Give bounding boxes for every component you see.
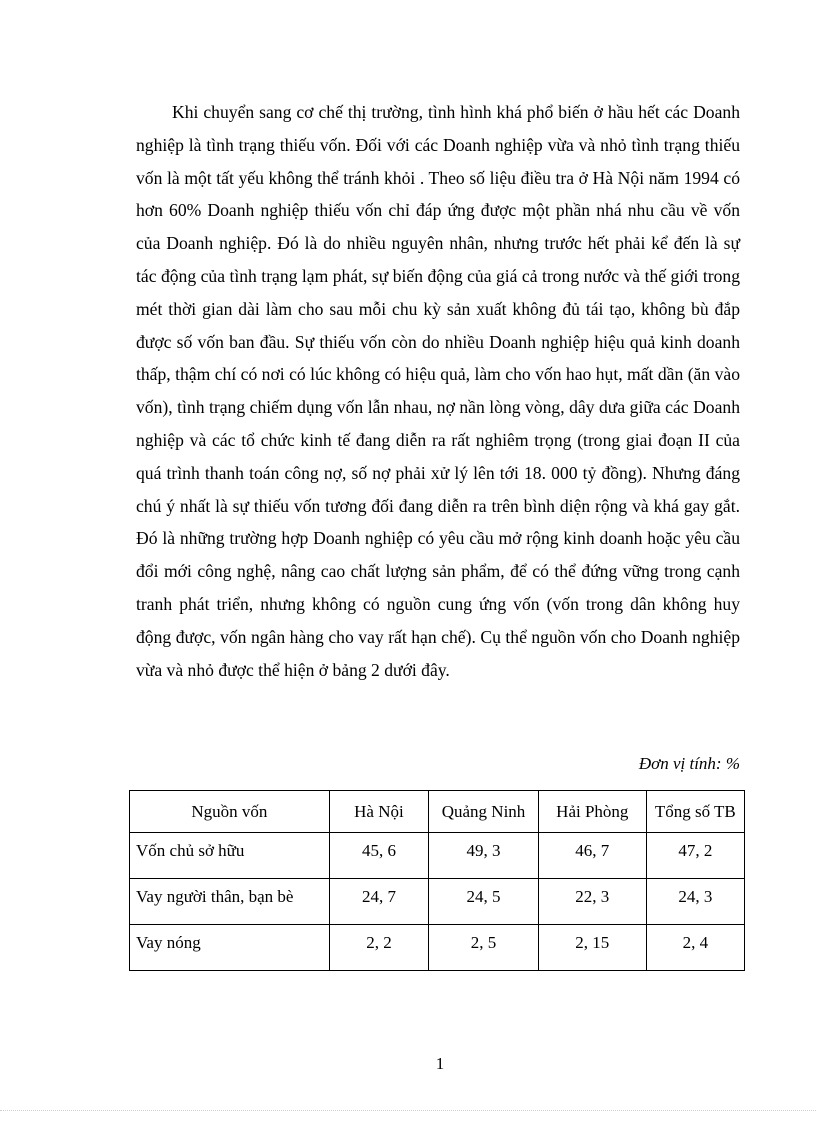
row-label: Vay người thân, bạn bè xyxy=(130,879,330,925)
table-cell: 2, 5 xyxy=(429,925,539,971)
body-paragraph: Khi chuyển sang cơ chế thị trường, tình hình khá phổ biến ở hầu hết các Doanh nghiệp là tình trạng thiếu vốn. Đối với các Doanh nghiệp vừa và nhỏ tình trạng thiếu vốn là một tất yếu không thể tránh khỏi . Theo số liệu điều tra ở Hà Nội năm 1994 có hơn 60% Doanh nghiệp thiếu vốn chỉ đáp ứng được một phần nhá nhu cầu về vốn của Doanh nghiệp. Đó là do nhiều nguyên nhân, nhưng trước hết phải kể đến là sự tác động của tình trạng lạm phát, sự biến động của giá cả trong nước và thế giới trong mét thời gian dài làm cho sau mỗi chu kỳ sản xuất không đủ tái tạo, không bù đắp được số vốn ban đầu. Sự thiếu vốn còn do nhiều Doanh nghiệp hiệu quả kinh doanh thấp, thậm chí có nơi có lúc không có hiệu quả, làm cho vốn hao hụt, mất dần (ăn vào vốn), tình trạng chiếm dụng vốn lẫn nhau, nợ nần lòng vòng, dây dưa giữa các Doanh nghiệp và các tổ chức kinh tế đang diễn ra rất nghiêm trọng (trong giai đoạn II của quá trình thanh toán công nợ, số nợ phải xử lý lên tới 18. 000 tỷ đồng). Nhưng đáng chú ý nhất là sự thiếu vốn tương đối đang diễn ra trên bình diện rộng và khá gay gắt. Đó là những trường hợp Doanh nghiệp có yêu cầu mở rộng kinh doanh hoặc yêu cầu đổi mới công nghệ, nâng cao chất lượng sản phẩm, để có thể đứng vững trong cạnh tranh phát triển, nhưng không có nguồn cung ứng vốn (vốn trong dân không huy động được, vốn ngân hàng cho vay rất hạn chế). Cụ thể nguồn vốn cho Doanh nghiệp vừa và nhỏ được thể hiện ở bảng 2 dưới đây. xyxy=(136,102,740,680)
header-average: Tổng số TB xyxy=(646,791,744,833)
table-cell: 49, 3 xyxy=(429,833,539,879)
table-header-row xyxy=(130,791,745,833)
page-number: 1 xyxy=(435,1054,445,1073)
header-quangninh: Quảng Ninh xyxy=(429,791,539,833)
table-cell: 2, 4 xyxy=(646,925,744,971)
unit-note: Đơn vị tính: % xyxy=(638,754,740,773)
table-cell: 24, 5 xyxy=(429,879,539,925)
header-hanoi: Hà Nội xyxy=(329,791,428,833)
table-cell: 24, 7 xyxy=(329,879,428,925)
table-cell: 2, 15 xyxy=(538,925,646,971)
table-cell: 46, 7 xyxy=(538,833,646,879)
header-haiphong: Hải Phòng xyxy=(538,791,646,833)
table-cell: 47, 2 xyxy=(646,833,744,879)
table-cell: 45, 6 xyxy=(329,833,428,879)
row-label: Vốn chủ sở hữu xyxy=(130,833,330,879)
table-row xyxy=(130,879,745,925)
header-source: Nguồn vốn xyxy=(130,791,330,833)
table-cell: 22, 3 xyxy=(538,879,646,925)
footer-divider xyxy=(0,1110,816,1111)
table-row xyxy=(130,833,745,879)
table-cell: 2, 2 xyxy=(329,925,428,971)
row-label: Vay nóng xyxy=(130,925,330,971)
table-cell: 24, 3 xyxy=(646,879,744,925)
table-row xyxy=(130,925,745,971)
capital-source-table xyxy=(129,790,745,971)
